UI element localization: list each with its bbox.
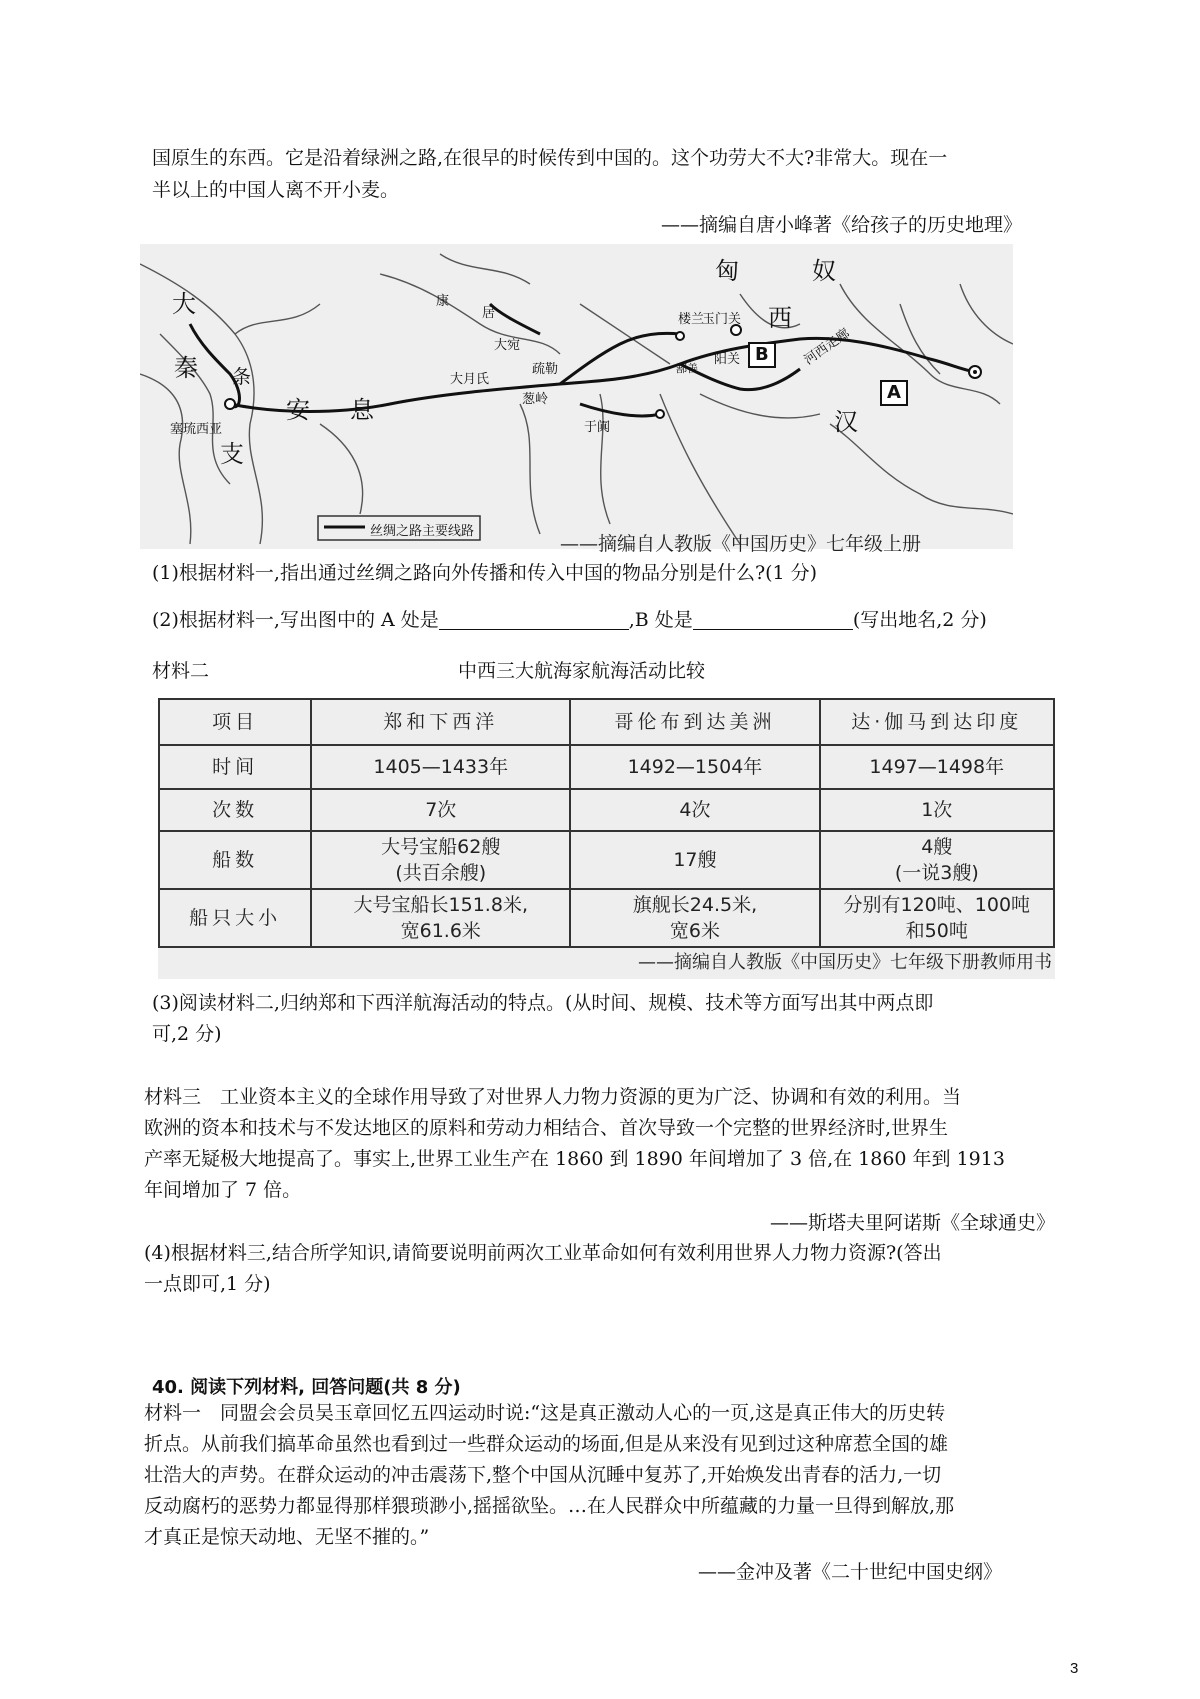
cell-line: 大号宝船62艘	[381, 836, 501, 858]
material-3-line-4: 年间增加了 7 倍。	[144, 1179, 302, 1201]
cell-line: 宽6米	[669, 920, 720, 942]
map-label-yangguan: 阳关	[714, 352, 741, 367]
cell-line: (一说3艘)	[894, 862, 979, 884]
cell-line: (共百余艘)	[395, 862, 487, 884]
material-3-line-3: 产率无疑极大地提高了。事实上,世界工业生产在 1860 到 1890 年间增加了 3 倍,在 1860 年到 1913	[144, 1148, 1005, 1170]
map-marker-a: A	[880, 380, 908, 406]
cell-line: 和50吨	[905, 920, 968, 942]
question-40-line-2: 折点。从前我们搞革命虽然也看到过一些群众运动的场面,但是从来没有见到过这种席惹全国的雄	[144, 1433, 949, 1455]
question-40-line-1: 材料一 同盟会会员吴玉章回忆五四运动时说:“这是真正激动人心的一页,这是真正伟大的历史转	[144, 1402, 946, 1424]
material-3-line-1: 材料三 工业资本主义的全球作用导致了对世界人力物力资源的更为广泛、协调和有效的利用。当	[144, 1086, 962, 1108]
map-label-han: 汉	[834, 408, 858, 436]
map-label-dawan: 大宛	[494, 338, 521, 353]
cell	[570, 889, 819, 947]
question-4-line-1: (4)根据材料三,结合所学知识,请简要说明前两次工业革命如何有效利用世界人力物力资源?(答出	[144, 1242, 942, 1264]
map-label-xi: 西	[768, 304, 792, 332]
table-header-dagama: 达·伽马到达印度	[820, 699, 1054, 745]
table-row	[159, 789, 1054, 831]
intro-line-1: 国原生的东西。它是沿着绿洲之路,在很早的时候传到中国的。这个功劳大不大?非常大。现在一	[152, 147, 948, 169]
table-row	[159, 831, 1054, 889]
cell: 7次	[311, 789, 570, 831]
row-label-ships: 船数	[159, 831, 311, 889]
row-label-size: 船只大小	[159, 889, 311, 947]
question-2-prefix: (2)根据材料一,写出图中的 A 处是	[152, 609, 439, 631]
question-40-line-4: 反动腐朽的恶势力都显得那样猥琐渺小,摇摇欲坠。…在人民群众中所蕴藏的力量一旦得到解放,那	[144, 1495, 955, 1517]
answer-blank-a[interactable]	[439, 607, 629, 630]
map-label-yumenguan: 玉门关	[702, 312, 742, 327]
cell	[820, 831, 1054, 889]
question-40-source: ——金冲及著《二十世纪中国史纲》	[697, 1561, 1002, 1583]
map-label-zhi: 支	[220, 440, 244, 468]
cell: 17艘	[570, 831, 819, 889]
voyage-comparison-table	[158, 698, 1055, 979]
cell: 1497—1498年	[820, 745, 1054, 789]
cell-line: 大号宝船长151.8米,	[353, 894, 528, 916]
cell: 4次	[570, 789, 819, 831]
question-40-line-5: 才真正是惊天动地、无坚不摧的。”	[144, 1526, 430, 1548]
row-label-time: 时间	[159, 745, 311, 789]
map-label-xi2: 息	[350, 396, 374, 424]
map-marker-b: B	[748, 342, 776, 368]
question-3-line-2: 可,2 分)	[152, 1023, 222, 1045]
material-3-source: ——斯塔夫里阿诺斯《全球通史》	[769, 1212, 1055, 1234]
intro-line-2: 半以上的中国人离不开小麦。	[152, 179, 400, 201]
question-2-middle: ,B 处是	[628, 609, 693, 631]
table-row	[159, 745, 1054, 789]
cell	[820, 889, 1054, 947]
row-label-count: 次数	[159, 789, 311, 831]
cell-line: 宽61.6米	[400, 920, 481, 942]
question-3-line-1: (3)阅读材料二,归纳郑和下西洋航海活动的特点。(从时间、规模、技术等方面写出其中两点即	[152, 992, 934, 1014]
map-label-yutian: 于阗	[584, 420, 611, 435]
cell	[311, 831, 570, 889]
map-label-hexi: 河西走廊	[801, 326, 853, 369]
map-label-da: 大	[172, 290, 196, 318]
table-header-zhenghe: 郑和下西洋	[311, 699, 570, 745]
map-label-qin: 秦	[174, 354, 198, 382]
map-label-an: 安	[286, 396, 310, 424]
cell: 1405—1433年	[311, 745, 570, 789]
question-2-suffix: (写出地名,2 分)	[852, 609, 987, 631]
question-1: (1)根据材料一,指出通过丝绸之路向外传播和传入中国的物品分别是什么?(1 分)	[152, 562, 818, 584]
map-label-xiongnu-2: 奴	[812, 257, 836, 285]
cell-line: 分别有120吨、100吨	[843, 894, 1031, 916]
answer-blank-b[interactable]	[693, 607, 853, 630]
map-label-congling: 葱岭	[522, 392, 549, 407]
map-label-xiongnu-1: 匈	[715, 257, 739, 285]
map-label-seleucia: 塞琉西亚	[170, 422, 223, 437]
question-40-line-3: 壮浩大的声势。在群众运动的冲击震荡下,整个中国从沉睡中复苏了,开始焕发出青春的活力,一切	[144, 1464, 942, 1486]
map-label-dayuezhi: 大月氏	[450, 372, 490, 387]
table-row	[159, 889, 1054, 947]
cell-line: 旗舰长24.5米,	[632, 894, 758, 916]
question-40-heading: 40. 阅读下列材料, 回答问题(共 8 分)	[152, 1377, 461, 1398]
cell	[311, 889, 570, 947]
map-label-kang: 康	[436, 294, 450, 309]
map-label-loulan: 楼兰	[678, 312, 705, 327]
map-source: ——摘编自人教版《中国历史》七年级上册	[560, 533, 922, 555]
silk-road-map	[140, 244, 1013, 549]
material-2-title: 中西三大航海家航海活动比较	[458, 660, 706, 682]
question-2	[152, 605, 987, 636]
material-2-label: 材料二	[152, 660, 210, 682]
map-label-tiao: 条	[232, 366, 252, 388]
intro-source: ——摘编自唐小峰著《给孩子的历史地理》	[660, 214, 1022, 236]
cell: 1492—1504年	[570, 745, 819, 789]
cell-line: 4艘	[921, 836, 953, 858]
table-header-item: 项目	[159, 699, 311, 745]
table-source: ——摘编自人教版《中国历史》七年级下册教师用书	[638, 952, 1052, 973]
map-label-ju: 居	[482, 306, 496, 321]
page-number: 3	[1070, 1660, 1079, 1677]
map-label-shule: 疏勒	[532, 362, 559, 377]
cell: 1次	[820, 789, 1054, 831]
table-header-columbus: 哥伦布到达美洲	[570, 699, 819, 745]
material-3-line-2: 欧洲的资本和技术与不发达地区的原料和劳动力相结合、首次导致一个完整的世界经济时,世界生	[144, 1117, 949, 1139]
map-legend-label: 丝绸之路主要线路	[370, 524, 475, 539]
map-label-shanshan: 鄯善	[676, 362, 698, 375]
question-4-line-2: 一点即可,1 分)	[144, 1273, 271, 1295]
